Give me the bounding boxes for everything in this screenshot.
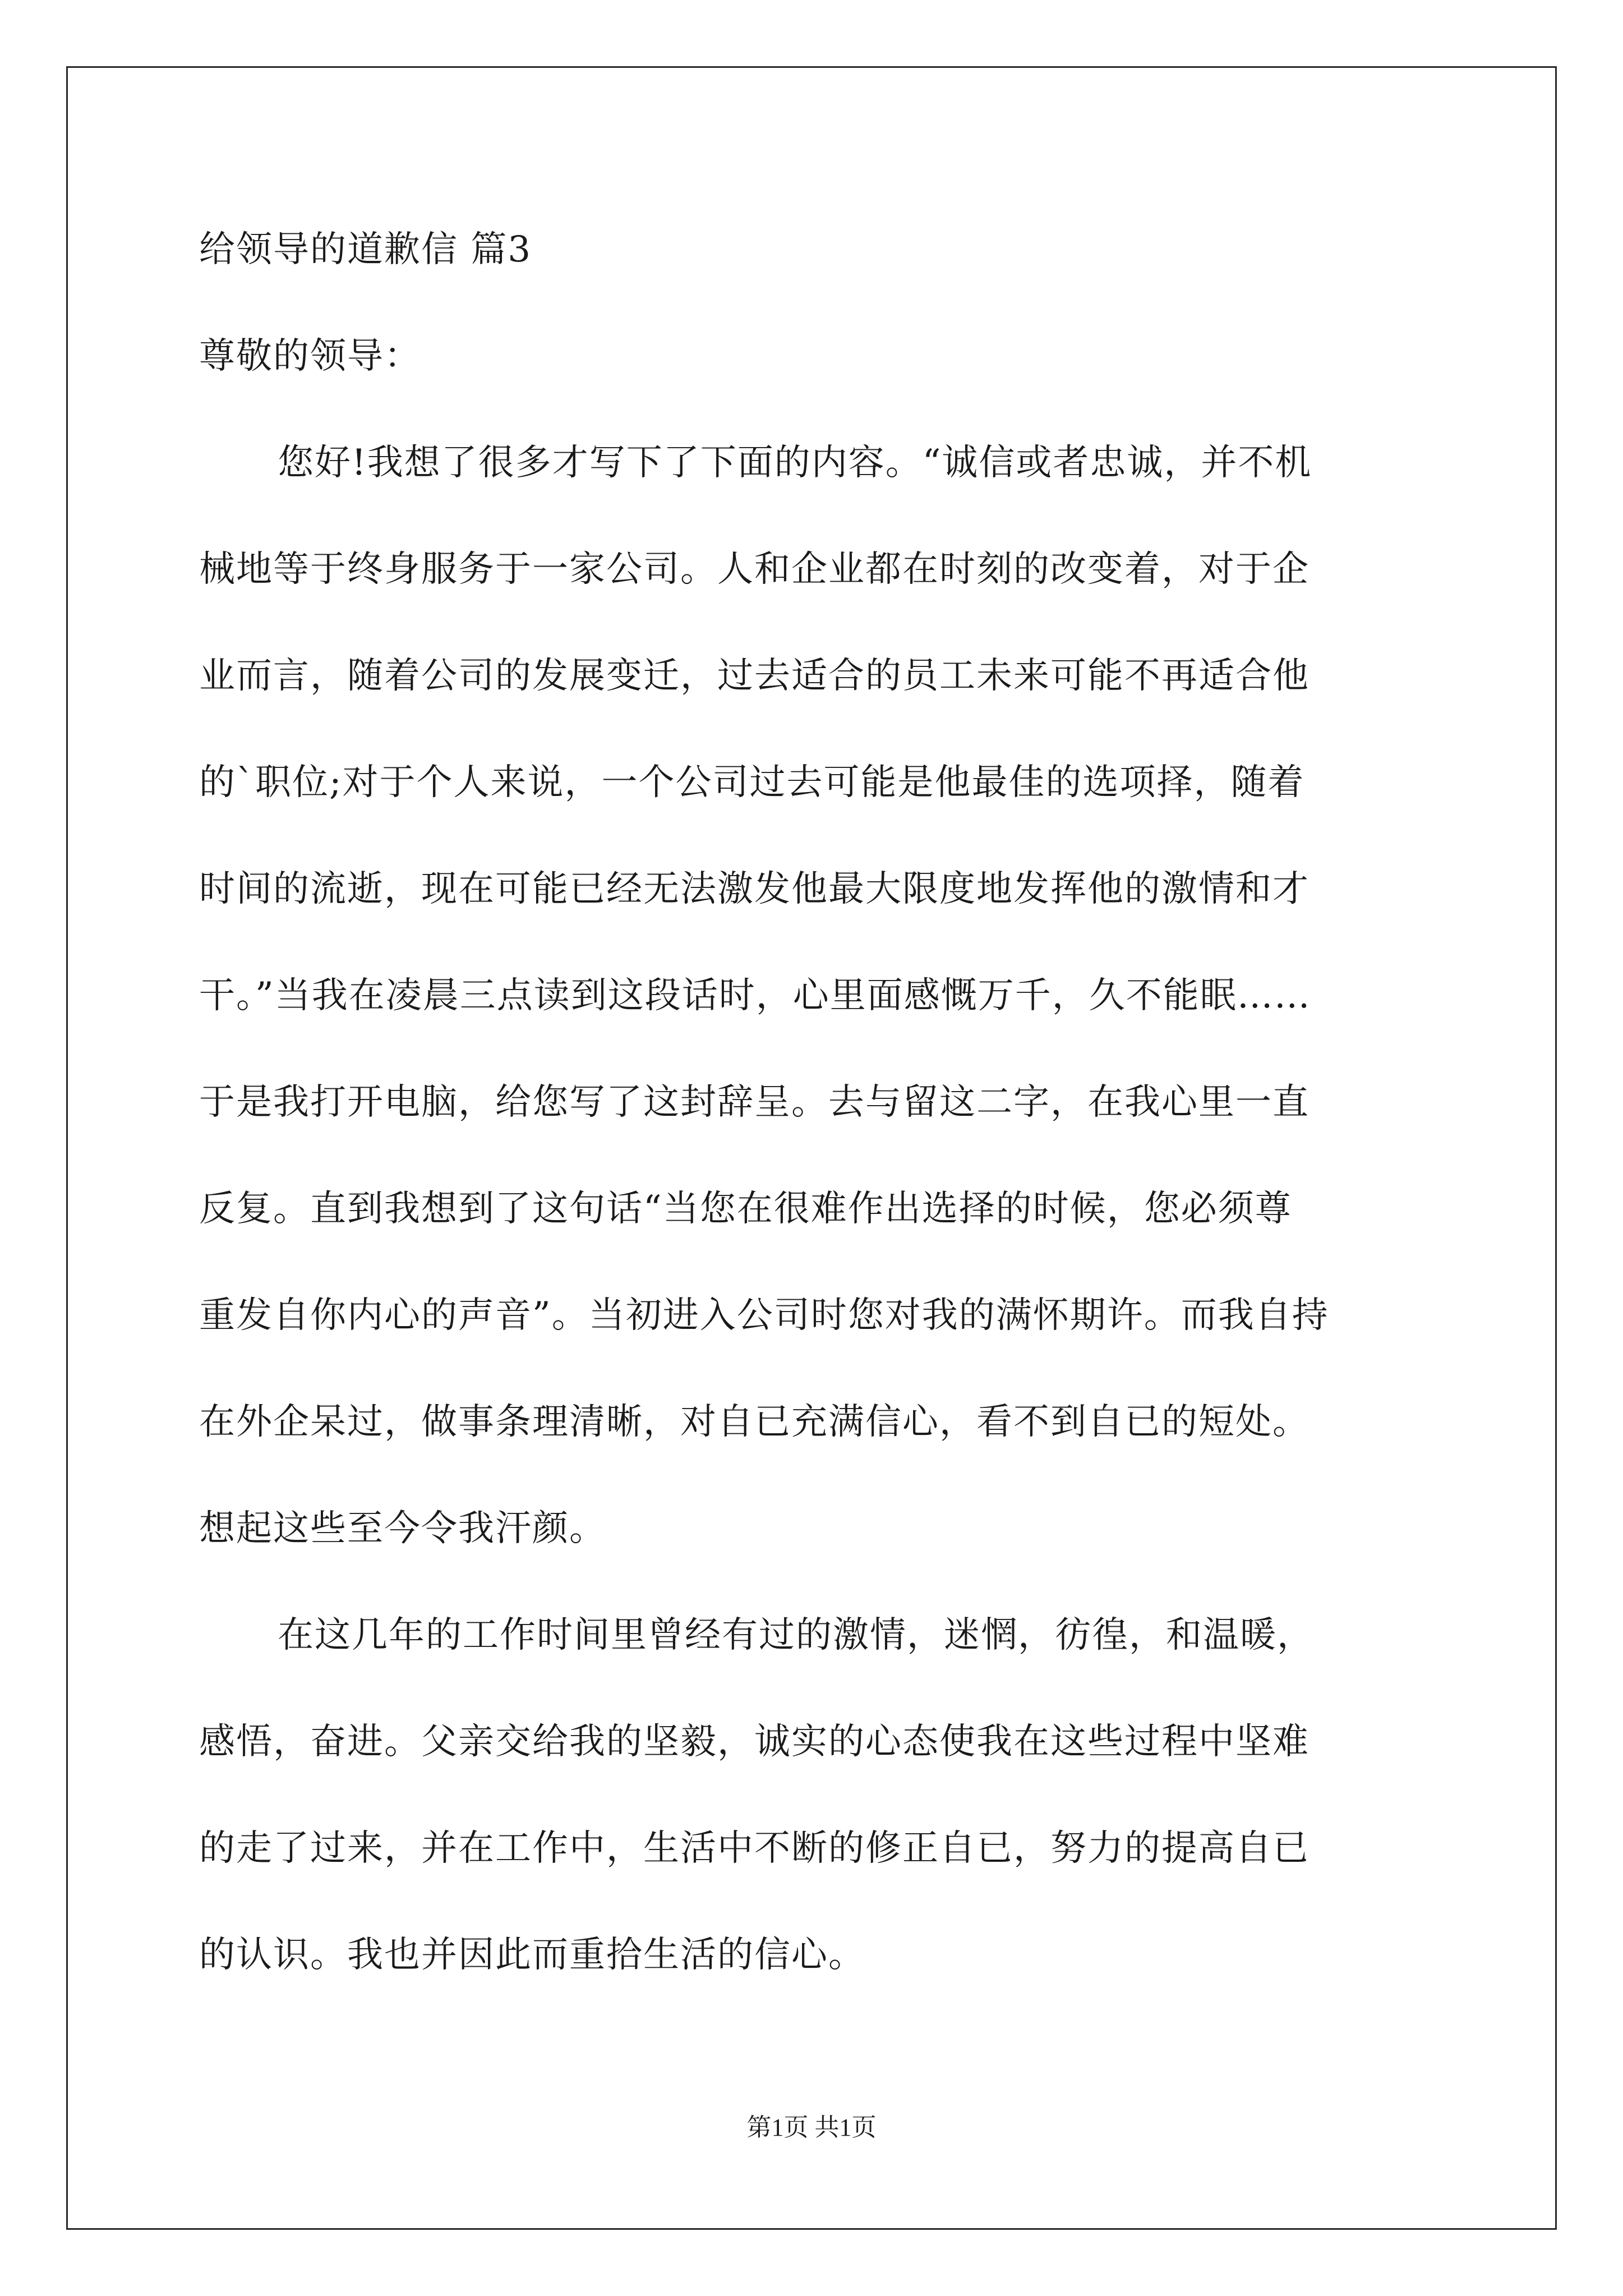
page-footer: 第1页 共1页 <box>746 2114 877 2141</box>
paragraph-1-line: 的`职位;对于个人来说，一个公司过去可能是他最佳的选项择，随着 <box>199 762 1305 803</box>
paragraph-1-line: 反复。直到我想到了这句话“当您在很难作出选择的时候，您必须尊 <box>199 1188 1292 1230</box>
paragraph-2-line: 感悟，奋进。父亲交给我的坚毅，诚实的心态使我在这些过程中坚难 <box>199 1721 1310 1763</box>
document-title: 给领导的道歉信 篇3 <box>199 229 532 270</box>
paragraph-1-line: 想起这些至今令我汗颜。 <box>199 1508 606 1549</box>
paragraph-1-line: 械地等于终身服务于一家公司。人和企业都在时刻的改变着，对于企 <box>199 549 1310 590</box>
paragraph-1-line: 重发自你内心的声音”。当初进入公司时您对我的满怀期许。而我自持 <box>199 1295 1329 1336</box>
paragraph-1-line: 于是我打开电脑，给您写了这封辞呈。去与留这二字，在我心里一直 <box>199 1082 1310 1123</box>
paragraph-2-line: 的走了过来，并在工作中，生活中不断的修正自已，努力的提高自已 <box>199 1828 1310 1869</box>
salutation: 尊敬的领导： <box>199 335 421 377</box>
paragraph-1-line: 在外企呆过，做事条理清晰，对自已充满信心，看不到自已的短处。 <box>199 1401 1310 1443</box>
paragraph-2-line: 的认识。我也并因此而重拾生活的信心。 <box>199 1934 865 1976</box>
paragraph-1-line: 干。”当我在凌晨三点读到这段话时，心里面感慨万千，久不能眠…… <box>199 975 1311 1016</box>
paragraph-1-line: 您好!我想了很多才写下了下面的内容。“诚信或者忠诚，并不机 <box>278 442 1312 484</box>
page-border <box>66 66 1557 2230</box>
paragraph-2-line: 在这几年的工作时间里曾经有过的激情，迷惘，彷徨，和温暖， <box>278 1614 1314 1656</box>
paragraph-1-line: 业而言，随着公司的发展变迁，过去适合的员工未来可能不再适合他 <box>199 655 1310 697</box>
paragraph-1-line: 时间的流逝，现在可能已经无法激发他最大限度地发挥他的激情和才 <box>199 868 1310 910</box>
